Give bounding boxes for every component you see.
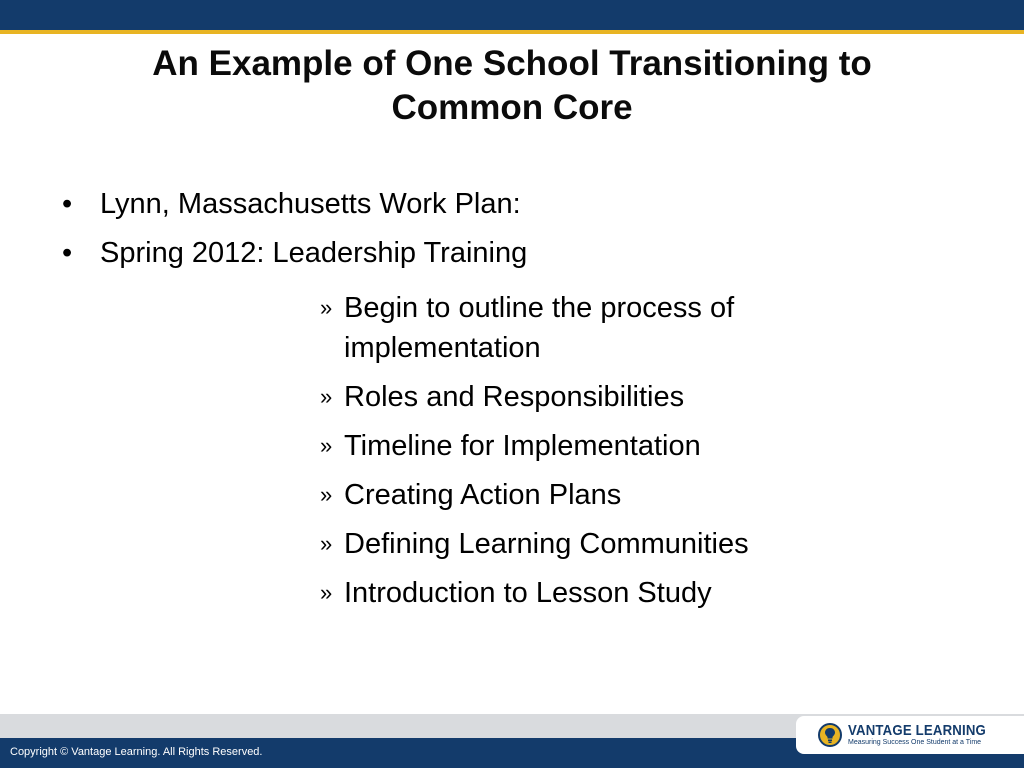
sub-bullet-item [320,573,880,613]
sub-bullet-text: Creating Action Plans [344,479,622,511]
logo-text [848,723,1005,747]
sub-bullet-item [320,426,880,466]
sub-bullet-item [320,475,880,515]
sub-bullet-item [320,377,880,417]
sub-bullet-marker: » [320,580,333,605]
logo-tagline: Measuring Success One Student at a Time [848,739,982,746]
bullet-marker: • [62,188,73,220]
bullet-list [62,186,962,284]
sub-bullet-item [320,524,880,564]
bullet-text: Lynn, Massachusetts Work Plan: [100,188,521,220]
header-bar [0,0,1024,30]
lightbulb-glyph [820,725,840,745]
sub-bullet-text: Roles and Responsibilities [344,381,685,413]
logo-name: VANTAGE LEARNING [848,722,986,739]
bullet-item [62,235,962,271]
sub-bullet-text: Begin to outline the process of implementation [344,292,735,364]
sub-bullet-marker: » [320,295,333,320]
sub-bullet-marker: » [320,384,333,409]
sub-bullet-marker: » [320,482,333,507]
sub-bullet-marker: » [320,433,333,458]
copyright-text: Copyright © Vantage Learning. All Rights Reserved. [10,746,263,758]
header-accent-line [0,30,1024,34]
lightbulb-icon [818,723,842,747]
sub-bullet-text: Defining Learning Communities [344,528,749,560]
bullet-marker: • [62,237,73,269]
slide-title: An Example of One School Transitioning to Common Core [152,44,872,127]
sub-bullet-text: Introduction to Lesson Study [344,577,712,609]
sub-bullet-marker: » [320,531,333,556]
bullet-item [62,186,962,222]
vantage-learning-logo [796,716,1024,754]
sub-bullet-text: Timeline for Implementation [344,430,701,462]
sub-bullet-list [320,288,880,622]
bullet-text: Spring 2012: Leadership Training [100,237,528,269]
sub-bullet-item [320,288,880,368]
